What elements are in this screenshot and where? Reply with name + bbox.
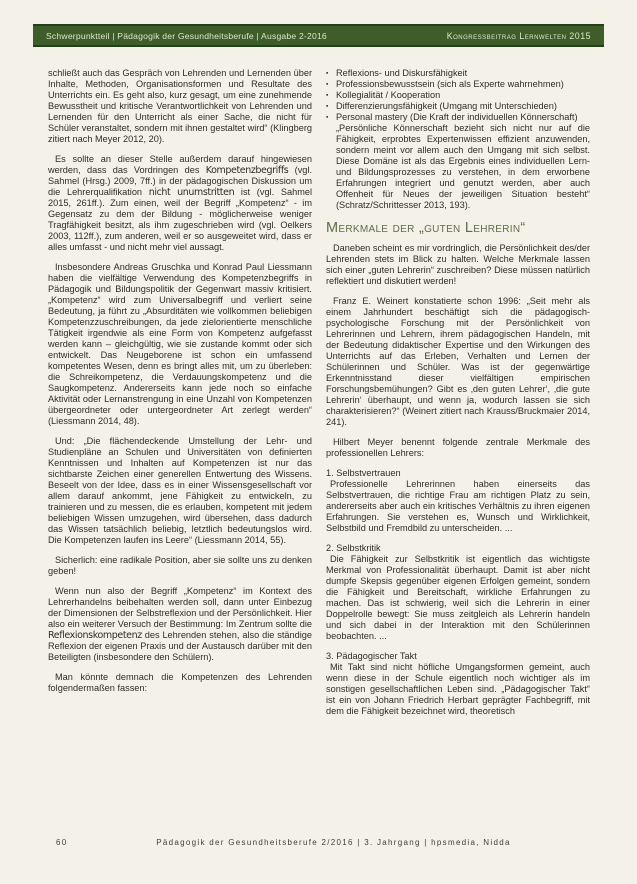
merkmal-body: Professionelle Lehrerinnen haben einerseits das Selbstvertrauen, die richtige Frau am richtigen Platz zu sein, andererseits aber auch ein kritisches Verhältnis zu ihren eigenen Erfahrungen. Sie verstehen es, Wunsch und Wirklichkeit, Selbstbild und Fremdbild zu unterscheiden. ... — [326, 479, 590, 533]
list-item — [326, 79, 590, 90]
text-run: (vgl. Sahmel (Hrsg.) 2009, 7ff.) in der pädagogischen Diskussion um die Lehrerqualifikation — [48, 165, 313, 197]
page-header-bar — [33, 24, 604, 47]
header-congress-text: Kongressbeitrag Lernwelten 2015 — [446, 30, 591, 41]
merkmal-title: 3. Pädagogischer Takt — [326, 651, 417, 661]
page-number: 60 — [56, 838, 68, 847]
section-heading-merkmale: Merkmale der „guten Lehrerin“ — [326, 220, 526, 236]
paragraph — [48, 436, 312, 546]
merkmal-body: Die Fähigkeit zur Selbstkritik ist eigentlich das wichtigste Merkmal von Professionalität überhaupt. Damit ist aber nicht dumpfe Skepsis gegenüber eigenen Erfolgen gemeint, sondern die Fähigkeit und Bereitschaft, wirkliche Erfahrungen zu machen. Das ist schwierig, weil sich die Lehrerin in einer Doppelrolle bewegt: Sie muss zeitgleich als Lehrerin handeln und sich dabei in der Interaktion mit den Schülerinnen beobachten. ... — [326, 554, 590, 641]
paragraph — [48, 262, 312, 427]
bullet-text: Kollegialität / Kooperation — [336, 90, 441, 100]
text-run: Insbesondere Andreas Gruschka und Konrad Paul Liessmann haben die vielfältige Verwendung des Kompetenzbegriffs in Pädagogik und Bildungspolitik der Gegenwart massiv kritisiert. „Kompetenz“ wird zum Universalbegriff und verliert seine Bedeutung, ja führt zu „Absurditäten wie vollkommen beliebigen Kompetenzzuschreibungen, da jede zielorientierte menschliche Tätigkeit irgendwie als eine Form von Kompetenz aufgefasst werden kann – gleichgültig, wie sie zustande kommt oder sich entwickelt. Das Neugeborene ist schon ein umfassend kompetentes Wesen, denn es bringt alles mit, um zu überleben: die Schreikompetenz, die Verdauungskompetenz und die Saugkompetenz. Andererseits kann jede noch so einfache Aktivität oder Lernanstrengung in eine Unzahl von Kompetenzen übergeordneter oder untergeordneter Art zerlegt werden“ (Liessmann 2014, 48). — [48, 262, 312, 426]
emphasized-term: Kompetenzbegriffs — [205, 165, 289, 176]
bullet-icon: ▪ — [326, 81, 329, 88]
footer-journal-line: Pädagogik der Gesundheitsberufe 2/2016 | 3. Jahrgang | hpsmedia, Nidda — [156, 838, 511, 847]
list-item — [326, 90, 590, 101]
merkmal-section-paedagogischer-takt — [326, 651, 590, 717]
merkmal-section-selbstkritik — [326, 543, 590, 642]
left-column — [48, 68, 312, 717]
paragraph: Hilbert Meyer benennt folgende zentrale Merkmale des professionellen Lehrers: — [326, 437, 590, 458]
merkmal-title: 2. Selbstkritik — [326, 543, 381, 553]
emphasized-term: nicht unumstritten — [148, 187, 235, 198]
paragraph: Franz E. Weinert konstatierte schon 1996: „Seit mehr als einem Jahrhundert beschäftigt sich die pädagogisch-psychologische Forschung mit der Persönlichkeit von Lehrerinnen und Lehrern, ihrem pädagogischen Handeln, mit der Bedeutung didaktischer Expertise und den Wirkungen des Unterrichts auf das Erleben, Verhalten und Lernen der Schülerinnen und Schüler. Was ist der gegenwärtige Erkenntnisstand dieser vielfältigen empirischen Forschungsbemühungen? Gibt es ‚den guten Lehrer‘, ‚die gute Lehrerin‘ überhaupt, und wenn ja, wodurch lassen sie sich charakterisieren?“ (Weinert zitiert nach Krauss/Bruckmaier 2014, 241). — [326, 296, 590, 427]
bullet-text: Differenzierungsfähigkeit (Umgang mit Unterschieden) — [336, 101, 557, 111]
paragraph — [48, 154, 312, 253]
paragraph — [48, 586, 312, 663]
text-run: schließt auch das Gespräch von Lehrenden und Lernenden über Inhalte, Methoden, Organisationsformen und Resultate des Unterrichts ein. Es geht also, kurz gesagt, um eine zunehmende Bewusstheit und kritische Verantwortlichkeit von Lehrenden und Lernenden für den Unterricht als einer Sache, die nicht für Schüler veranstaltet, sondern mit ihnen gestaltet wird“ (Klingberg zitiert nach Meyer 2012, 20). — [48, 68, 312, 144]
merkmal-title: 1. Selbstvertrauen — [326, 468, 401, 478]
koennerschaft-quote: „Persönliche Könnerschaft bezieht sich nicht nur auf die Fähigkeit, erprobtes Expertenwissen effizient anzuwenden, sondern meint vor allem auch den Umgang mit sich selbst. Diese Domäne ist als das Ergebnis eines individuellen Lern- und Bildungsprozesses zu verstehen, in dem erworbene Erfahrungen integriert und genutzt werden, aber auch Offenheit für Neues der jeweiligen Situation besteht“ (Schratz/Schrittesser 2013, 193). — [336, 123, 590, 210]
paragraph-continuation — [48, 68, 312, 145]
bullet-text: Personal mastery (Die Kraft der individuellen Könnerschaft) — [336, 112, 578, 122]
right-column — [326, 68, 590, 717]
merkmal-section-selbstvertrauen — [326, 468, 590, 534]
text-run: ist (vgl. Sahmel 2015, 261ff.). Zum einen, weil der Begriff „Kompetenz“ - im Gegensatz zu dem der Bildung - möglicherweise weniger Tragfähigkeit besitzt, als ihm zugeschrieben wird (vgl. Oelkers 2003, 112ff.), zum anderen, weil er so ausgeweitet wird, dass er alles umfasst - und nicht mehr viel aussagt. — [48, 187, 312, 252]
list-item — [326, 68, 590, 79]
bullet-icon: ▪ — [326, 92, 329, 99]
header-issue-text: Schwerpunktteil | Pädagogik der Gesundheitsberufe | Ausgabe 2-2016 — [46, 30, 327, 41]
article-body — [48, 68, 590, 717]
page-footer — [48, 838, 589, 847]
bullet-icon: ▪ — [326, 70, 329, 77]
bullet-icon: ▪ — [326, 103, 329, 110]
merkmal-body: Mit Takt sind nicht höfliche Umgangsformen gemeint, auch wenn diese in der Schule eigentlich noch wichtiger als im sonstigen gesellschaftlichen Leben sind. „Pädagogischer Takt“ ist ein von Johann Friedrich Herbart geprägter Fachbegriff, mit dem die Fähigkeit bezeichnet wird, theoretisch — [326, 662, 590, 716]
paragraph — [48, 672, 312, 694]
bullet-text: Reflexions- und Diskursfähigkeit — [336, 68, 468, 78]
text-run: Wenn nun also der Begriff „Kompetenz“ im Kontext des Lehrerhandelns beibehalten werden soll, dann unter Einbezug der Dimensionen der Selbstreflexion und der Persönlichkeit. Hier also ein weiterer Versuch der Bestimmung: Im Zentrum sollte die — [48, 586, 312, 629]
text-run: Und: „Die flächendeckende Umstellung der Lehr- und Studienpläne an Schulen und Universitäten von definierten Kenntnissen und Inhalten auf Kompetenzen ist nur das sichtbarste Zeichen einer generellen Entwertung des Wissens. Beseelt von der Idee, dass es in einer Wissensgesellschaft vor allem darauf ankommt, jene Fähigkeit zu entwickeln, zu trainieren und zu messen, die es erlauben, kompetent mit jedem beliebigen Wissen umzugehen, wird übersehen, dass dadurch das Wissen tatsächlich beliebig, letztlich bedeutungslos wird. Die Kompetenzen laufen ins Leere“ (Liessmann 2014, 55). — [48, 436, 312, 545]
bullet-text: Professionsbewusstsein (sich als Experte wahrnehmen) — [336, 79, 564, 89]
emphasized-term: Reflexionskompetenz — [48, 630, 142, 641]
text-run: Man könnte demnach die Kompetenzen des Lehrenden folgendermaßen fassen: — [48, 672, 312, 693]
competence-bullet-list — [326, 68, 590, 123]
paragraph: Daneben scheint es mir vordringlich, die Persönlichkeit des/der Lehrenden stets im Blick zu halten. Welche Merkmale lassen sich einer „guten Lehrerin“ zuschreiben? Diese müssen natürlich reflektiert und diskutiert werden! — [326, 243, 590, 286]
text-run: des Lehrenden stehen, also die ständige Reflexion der eigenen Praxis und der Austausch darüber mit den Beteiligten (insbesondere den Schülern). — [48, 630, 312, 662]
list-item — [326, 101, 590, 112]
text-run: Es sollte an dieser Stelle außerdem darauf hingewiesen werden, dass das Vordringen des — [48, 154, 312, 175]
text-run: Sicherlich: eine radikale Position, aber sie sollte uns zu denken geben! — [48, 555, 312, 576]
bullet-icon: ▪ — [326, 114, 329, 121]
paragraph — [48, 555, 312, 577]
list-item — [326, 112, 590, 123]
